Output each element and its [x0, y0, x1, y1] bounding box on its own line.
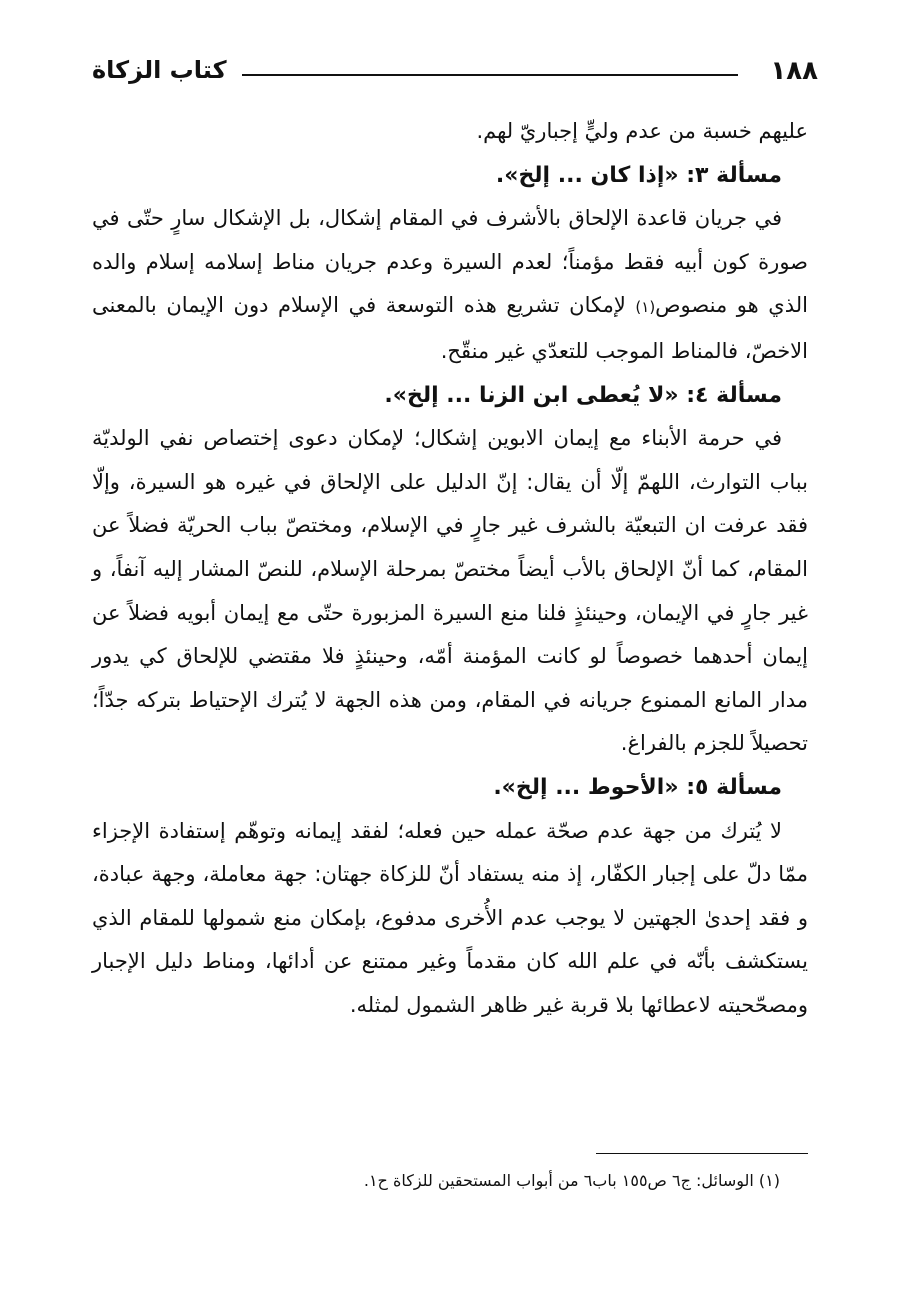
issue-3-heading: مسألة ٣: «إذا كان ... إلخ».	[495, 162, 782, 188]
issue-5-heading: مسألة ٥: «الأحوط ... إلخ».	[493, 774, 782, 800]
issue-4-paragraph: في حرمة الأبناء مع إيمان الابوين إشكال؛ لإمكان دعوى إختصاص نفي الولديّة بباب التوارث، اللهمّ إلّا أن يقال: إنّ الدليل على الإلحاق في غيره هو السيرة، وإلّا فقد عرفت ان التبعيّة بالشرف غير جارٍ في الإسلام، ومختصّ بباب الحريّة فضلاً عن المقام، كما أنّ الإلحاق بالأب أيضاً مختصّ بمرحلة الإسلام، للنصّ المشار إليه آنفاً، و غير جارٍ في الإيمان، وحينئذٍ فلنا منع السيرة المزبورة حتّى مع إيمان أبويه فضلاً عن إيمان أحدهما خصوصاً لو كانت المؤمنة أمّه، وحينئذٍ فلا مقتضي للإلحاق كي يدور مدار المانع الممنوع جريانه في المقام، ومن هذه الجهة لا يُترك الإحتياط بتركه جدّاً؛ تحصيلاً للجزم بالفراغ.	[92, 426, 808, 756]
issue-3-text-b: لإمكان تشريع هذه التوسعة في الإسلام دون الإيمان بالمعنى الاخصّ، فالمناط الموجب للتعدّي غير منقّح.	[92, 293, 808, 363]
issue-5-paragraph: لا يُترك من جهة عدم صحّة عمله حين فعله؛ لفقد إيمانه وتوهّم إستفادة الإجزاء ممّا دلّ على إجبار الكفّار، إذ منه يستفاد أنّ للزكاة جهتان: جهة معاملة، وجهة عبادة، و فقد إحدىٰ الجهتين لا يوجب عدم الأُخرى مدفوع، بإمكان منع شمولها للمقام الذي يستكشف بأنّه في علم الله كان مقدماً وغير ممتنع عن أدائها، ومناط دليل الإجبار ومصحّحيته لاعطائها بلا قربة غير ظاهر الشمول لمثله.	[92, 818, 808, 1017]
main-text	[92, 110, 808, 1027]
footnote-separator	[596, 1153, 808, 1154]
issue-3-text-a: في جريان قاعدة الإلحاق بالأشرف في المقام إشكال، بل الإشكال سارٍ حتّى في صورة كون أبيه فقط مؤمناً؛ لعدم السيرة وعدم جريان مناط إسلامه إسلام والده الذي هو منصوص	[92, 206, 808, 318]
running-title: كتاب الزكاة	[92, 56, 227, 84]
issue-3-paragraph	[92, 197, 808, 373]
page-header	[92, 52, 818, 92]
issue-4-heading: مسألة ٤: «لا يُعطى ابن الزنا ... إلخ».	[384, 382, 782, 408]
page-number: ١٨٨	[770, 56, 818, 86]
footnote: (١) الوسائل: ج٦ ص١٥٥ باب٦ من أبواب المستحقين للزكاة ح١.	[363, 1171, 780, 1190]
footnote-reference: (١)	[635, 298, 656, 317]
header-rule	[242, 74, 738, 76]
paragraph-continuation: عليهم خسبة من عدم وليٍّ إجباريّ لهم.	[476, 119, 808, 143]
